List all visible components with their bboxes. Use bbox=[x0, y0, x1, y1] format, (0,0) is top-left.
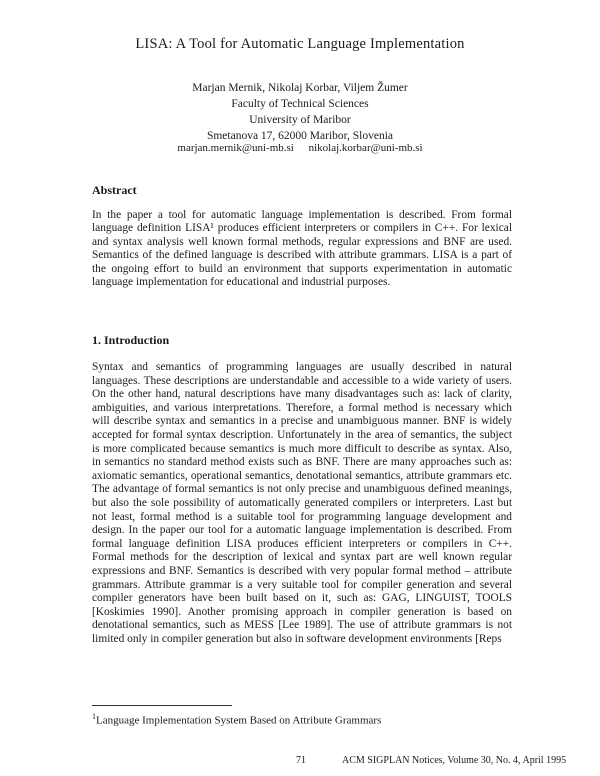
footnote bbox=[92, 712, 381, 727]
footnote-mark: 1 bbox=[92, 712, 96, 721]
introduction-text: Syntax and semantics of programming languages are usually described in natural languages. These descriptions are understandable and accessible to a wide variety of users. On the other hand, natural descriptions have many disadvantages such as: lack of clarity, ambiguities, and various interpretations. Therefore, a formal method is necessary which will describe syntax and semantics in a precise and unambiguous manner. BNF is widely accepted for formal syntax description. Unfortunately in the area of semantics, the subject is more complicated because semantics is much more difficult to describe as syntax. Also, in semantics no standard method exists such as BNF. There are many approaches such as: axiomatic semantics, operational semantics, denotational semantics, attribute grammars etc. The advantage of formal semantics is not only precise and unambiguous defined meanings, but also the sole possibility of automatically generated compilers or interpreters. Last but not least, formal method is a suitable tool for programming language development and design. In the paper our tool for a automatic language implementation is described. From formal language definition LISA produces efficient interpreters or compilers in C++. Formal methods for the description of lexical and syntax part are well known regular expressions and BNF. Semantics is described with very popular formal method – attribute grammars. Attribute grammar is a very suitable tool for compiler generation and several compiler generators have been built based on it, such as: GAG, LINGUIST, TOOLS [Koskimies 1990]. Another promising approach in compiler generation is based on denotational semantics, such as MESS [Lee 1989]. The use of attribute grammars is not limited only in compiler generation but also in software development environments [Reps bbox=[92, 361, 512, 645]
author-university: University of Maribor bbox=[249, 114, 351, 126]
author-faculty: Faculty of Technical Sciences bbox=[231, 98, 369, 110]
abstract-heading: Abstract bbox=[92, 183, 137, 197]
email-korbar[interactable]: nikolaj.korbar@uni-mb.si bbox=[308, 142, 423, 154]
author-names: Marjan Mernik, Nikolaj Korbar, Viljem Žumer bbox=[192, 82, 408, 94]
abstract-text: In the paper a tool for automatic language implementation is described. From formal language definition LISA¹ produces efficient interpreters or compilers in C++. For lexical and syntax analysis well known formal methods, regular expressions and BNF are used. Semantics of the defined language is described with attribute grammars. LISA is a part of the ongoing effort to build an environment that supports experimentation in automatic language implementation for educational and industrial purposes. bbox=[92, 209, 512, 289]
author-block bbox=[0, 80, 600, 144]
page-number: 71 bbox=[296, 755, 306, 766]
author-emails bbox=[0, 142, 600, 154]
footnote-divider bbox=[92, 705, 232, 706]
author-address: Smetanova 17, 62000 Maribor, Slovenia bbox=[206, 130, 394, 142]
footnote-text: Language Implementation System Based on Attribute Grammars bbox=[96, 714, 382, 727]
introduction-heading: 1. Introduction bbox=[92, 333, 170, 347]
journal-citation: ACM SIGPLAN Notices, Volume 30, No. 4, April 1995 bbox=[342, 755, 567, 766]
paper-title: LISA: A Tool for Automatic Language Implementation bbox=[135, 36, 465, 52]
email-mernik[interactable]: marjan.mernik@uni-mb.si bbox=[177, 142, 294, 154]
